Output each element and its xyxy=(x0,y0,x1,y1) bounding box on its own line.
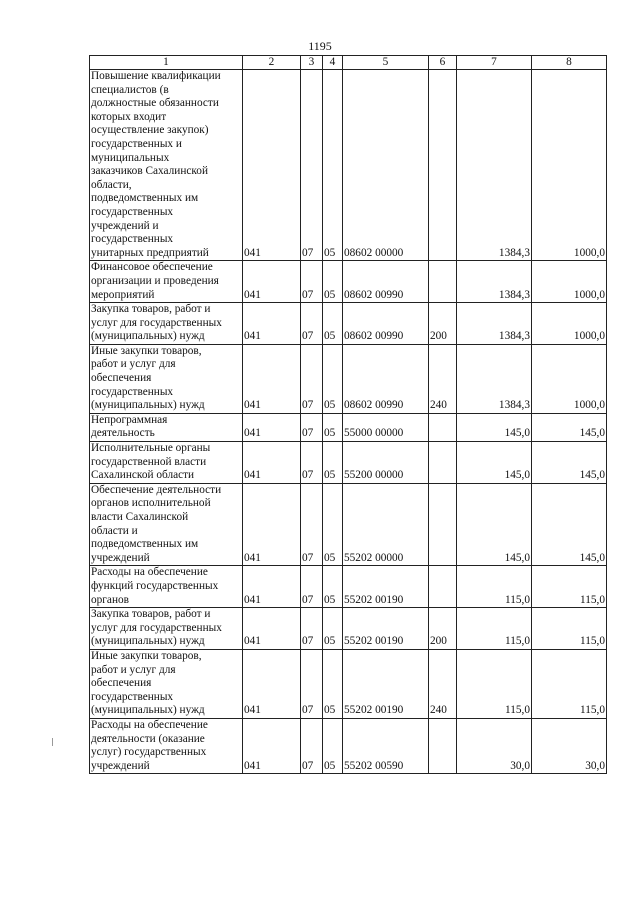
table-row xyxy=(90,70,607,261)
description-line: функций государственных xyxy=(91,579,219,592)
description-line: подведомственных им xyxy=(91,192,199,205)
row-description xyxy=(90,70,243,261)
row-description xyxy=(90,566,243,608)
description-line: органов xyxy=(91,593,129,606)
column-header: 5 xyxy=(343,56,429,70)
amount-col8: 1000,0 xyxy=(532,303,607,345)
row-description xyxy=(90,483,243,566)
target-article-code: 08602 00990 xyxy=(343,344,429,413)
table-row xyxy=(90,566,607,608)
column-header: 3 xyxy=(301,56,323,70)
description-line: Иные закупки товаров, xyxy=(91,344,202,357)
expense-type-code xyxy=(429,442,457,484)
table-row xyxy=(90,442,607,484)
amount-col7: 145,0 xyxy=(457,413,532,441)
description-line: услуг для государственных xyxy=(91,316,222,329)
expense-type-code: 240 xyxy=(429,344,457,413)
amount-col8: 115,0 xyxy=(532,566,607,608)
section-code: 07 xyxy=(301,649,323,718)
description-line: государственных xyxy=(91,205,174,218)
subsection-code: 05 xyxy=(323,649,343,718)
target-article-code: 55202 00190 xyxy=(343,608,429,650)
target-article-code: 55202 00190 xyxy=(343,566,429,608)
ministry-code: 041 xyxy=(243,70,301,261)
description-line: государственных xyxy=(91,385,174,398)
target-article-code: 08602 00000 xyxy=(343,70,429,261)
description-line: обеспечения xyxy=(91,677,152,690)
description-line: обеспечения xyxy=(91,372,152,385)
amount-col7: 1384,3 xyxy=(457,303,532,345)
row-description xyxy=(90,344,243,413)
target-article-code: 55000 00000 xyxy=(343,413,429,441)
page-number: 1195 xyxy=(308,39,332,53)
column-header: 2 xyxy=(243,56,301,70)
amount-col7: 1384,3 xyxy=(457,261,532,303)
subsection-code: 05 xyxy=(323,718,343,773)
table-row xyxy=(90,483,607,566)
amount-col8: 1000,0 xyxy=(532,70,607,261)
description-line: органов исполнительной xyxy=(91,497,211,510)
description-line: Расходы на обеспечение xyxy=(91,566,208,579)
expense-type-code xyxy=(429,718,457,773)
amount-col8: 1000,0 xyxy=(532,344,607,413)
description-line: Непрограммная xyxy=(91,413,168,426)
description-line: Расходы на обеспечение xyxy=(91,718,208,731)
description-line: Закупка товаров, работ и xyxy=(91,608,211,621)
section-code: 07 xyxy=(301,70,323,261)
section-code: 07 xyxy=(301,566,323,608)
description-line: Закупка товаров, работ и xyxy=(91,303,211,316)
margin-mark xyxy=(52,738,53,746)
ministry-code: 041 xyxy=(243,566,301,608)
amount-col7: 1384,3 xyxy=(457,344,532,413)
description-line: организации и проведения xyxy=(91,274,219,287)
description-line: должностные обязанности xyxy=(91,97,219,110)
ministry-code: 041 xyxy=(243,649,301,718)
description-line: услуг) государственных xyxy=(91,746,207,759)
section-code: 07 xyxy=(301,483,323,566)
description-line: муниципальных xyxy=(91,151,170,164)
table-row xyxy=(90,261,607,303)
row-description xyxy=(90,718,243,773)
description-line: учреждений xyxy=(91,759,150,772)
target-article-code: 55200 00000 xyxy=(343,442,429,484)
amount-col8: 145,0 xyxy=(532,483,607,566)
amount-col7: 30,0 xyxy=(457,718,532,773)
table-row xyxy=(90,303,607,345)
ministry-code: 041 xyxy=(243,344,301,413)
description-line: унитарных предприятий xyxy=(91,246,209,259)
description-line: (муниципальных) нужд xyxy=(91,399,205,412)
description-line: мероприятий xyxy=(91,288,155,301)
description-line: (муниципальных) нужд xyxy=(91,635,205,648)
expense-type-code xyxy=(429,70,457,261)
target-article-code: 55202 00590 xyxy=(343,718,429,773)
section-code: 07 xyxy=(301,303,323,345)
ministry-code: 041 xyxy=(243,261,301,303)
description-line: заказчиков Сахалинской xyxy=(91,165,209,178)
amount-col8: 145,0 xyxy=(532,442,607,484)
expense-type-code: 200 xyxy=(429,303,457,345)
description-line: работ и услуг для xyxy=(91,358,176,371)
row-description xyxy=(90,261,243,303)
table-row xyxy=(90,413,607,441)
section-code: 07 xyxy=(301,442,323,484)
ministry-code: 041 xyxy=(243,718,301,773)
description-line: осуществление закупок) xyxy=(91,124,209,137)
amount-col7: 1384,3 xyxy=(457,70,532,261)
ministry-code: 041 xyxy=(243,442,301,484)
expense-type-code xyxy=(429,483,457,566)
subsection-code: 05 xyxy=(323,442,343,484)
target-article-code: 55202 00000 xyxy=(343,483,429,566)
expense-type-code xyxy=(429,413,457,441)
description-line: подведомственных им xyxy=(91,538,199,551)
description-line: государственных и xyxy=(91,137,182,150)
budget-table xyxy=(89,55,607,774)
column-header: 7 xyxy=(457,56,532,70)
description-line: специалистов (в xyxy=(91,83,169,96)
target-article-code: 08602 00990 xyxy=(343,261,429,303)
amount-col8: 30,0 xyxy=(532,718,607,773)
subsection-code: 05 xyxy=(323,608,343,650)
subsection-code: 05 xyxy=(323,413,343,441)
description-line: Иные закупки товаров, xyxy=(91,649,202,662)
subsection-code: 05 xyxy=(323,344,343,413)
row-description xyxy=(90,413,243,441)
description-line: учреждений и xyxy=(91,219,159,232)
description-line: Исполнительные органы xyxy=(91,442,211,455)
amount-col8: 115,0 xyxy=(532,649,607,718)
subsection-code: 05 xyxy=(323,566,343,608)
expense-type-code: 240 xyxy=(429,649,457,718)
description-line: которых входит xyxy=(91,110,167,123)
section-code: 07 xyxy=(301,413,323,441)
description-line: Финансовое обеспечение xyxy=(91,261,213,274)
row-description xyxy=(90,303,243,345)
table-row xyxy=(90,718,607,773)
section-code: 07 xyxy=(301,608,323,650)
amount-col7: 115,0 xyxy=(457,566,532,608)
description-line: (муниципальных) нужд xyxy=(91,330,205,343)
description-line: работ и услуг для xyxy=(91,663,176,676)
table-row xyxy=(90,608,607,650)
description-line: государственной власти xyxy=(91,455,207,468)
expense-type-code xyxy=(429,261,457,303)
amount-col7: 115,0 xyxy=(457,608,532,650)
expense-type-code: 200 xyxy=(429,608,457,650)
row-description xyxy=(90,442,243,484)
amount-col8: 115,0 xyxy=(532,608,607,650)
subsection-code: 05 xyxy=(323,303,343,345)
description-line: Сахалинской области xyxy=(91,469,195,482)
description-line: государственных xyxy=(91,690,174,703)
description-line: услуг для государственных xyxy=(91,621,222,634)
column-header: 4 xyxy=(323,56,343,70)
row-description xyxy=(90,649,243,718)
section-code: 07 xyxy=(301,718,323,773)
amount-col8: 145,0 xyxy=(532,413,607,441)
column-header: 6 xyxy=(429,56,457,70)
ministry-code: 041 xyxy=(243,608,301,650)
description-line: области, xyxy=(91,178,132,191)
subsection-code: 05 xyxy=(323,261,343,303)
subsection-code: 05 xyxy=(323,483,343,566)
description-line: власти Сахалинской xyxy=(91,511,189,523)
amount-col7: 115,0 xyxy=(457,649,532,718)
description-line: деятельность xyxy=(91,427,155,440)
target-article-code: 08602 00990 xyxy=(343,303,429,345)
expense-type-code xyxy=(429,566,457,608)
table-row xyxy=(90,344,607,413)
section-code: 07 xyxy=(301,261,323,303)
table-row xyxy=(90,649,607,718)
section-code: 07 xyxy=(301,344,323,413)
description-line: области и xyxy=(91,524,138,537)
ministry-code: 041 xyxy=(243,483,301,566)
description-line: Повышение квалификации xyxy=(91,70,221,82)
description-line: учреждений xyxy=(91,551,150,564)
column-header-row xyxy=(90,56,607,70)
description-line: государственных xyxy=(91,233,174,246)
description-line: деятельности (оказание xyxy=(91,732,205,745)
column-header: 8 xyxy=(532,56,607,70)
ministry-code: 041 xyxy=(243,303,301,345)
column-header: 1 xyxy=(90,56,243,70)
description-line: Обеспечение деятельности xyxy=(91,483,222,496)
row-description xyxy=(90,608,243,650)
amount-col7: 145,0 xyxy=(457,442,532,484)
subsection-code: 05 xyxy=(323,70,343,261)
amount-col7: 145,0 xyxy=(457,483,532,566)
amount-col8: 1000,0 xyxy=(532,261,607,303)
ministry-code: 041 xyxy=(243,413,301,441)
target-article-code: 55202 00190 xyxy=(343,649,429,718)
description-line: (муниципальных) нужд xyxy=(91,704,205,717)
